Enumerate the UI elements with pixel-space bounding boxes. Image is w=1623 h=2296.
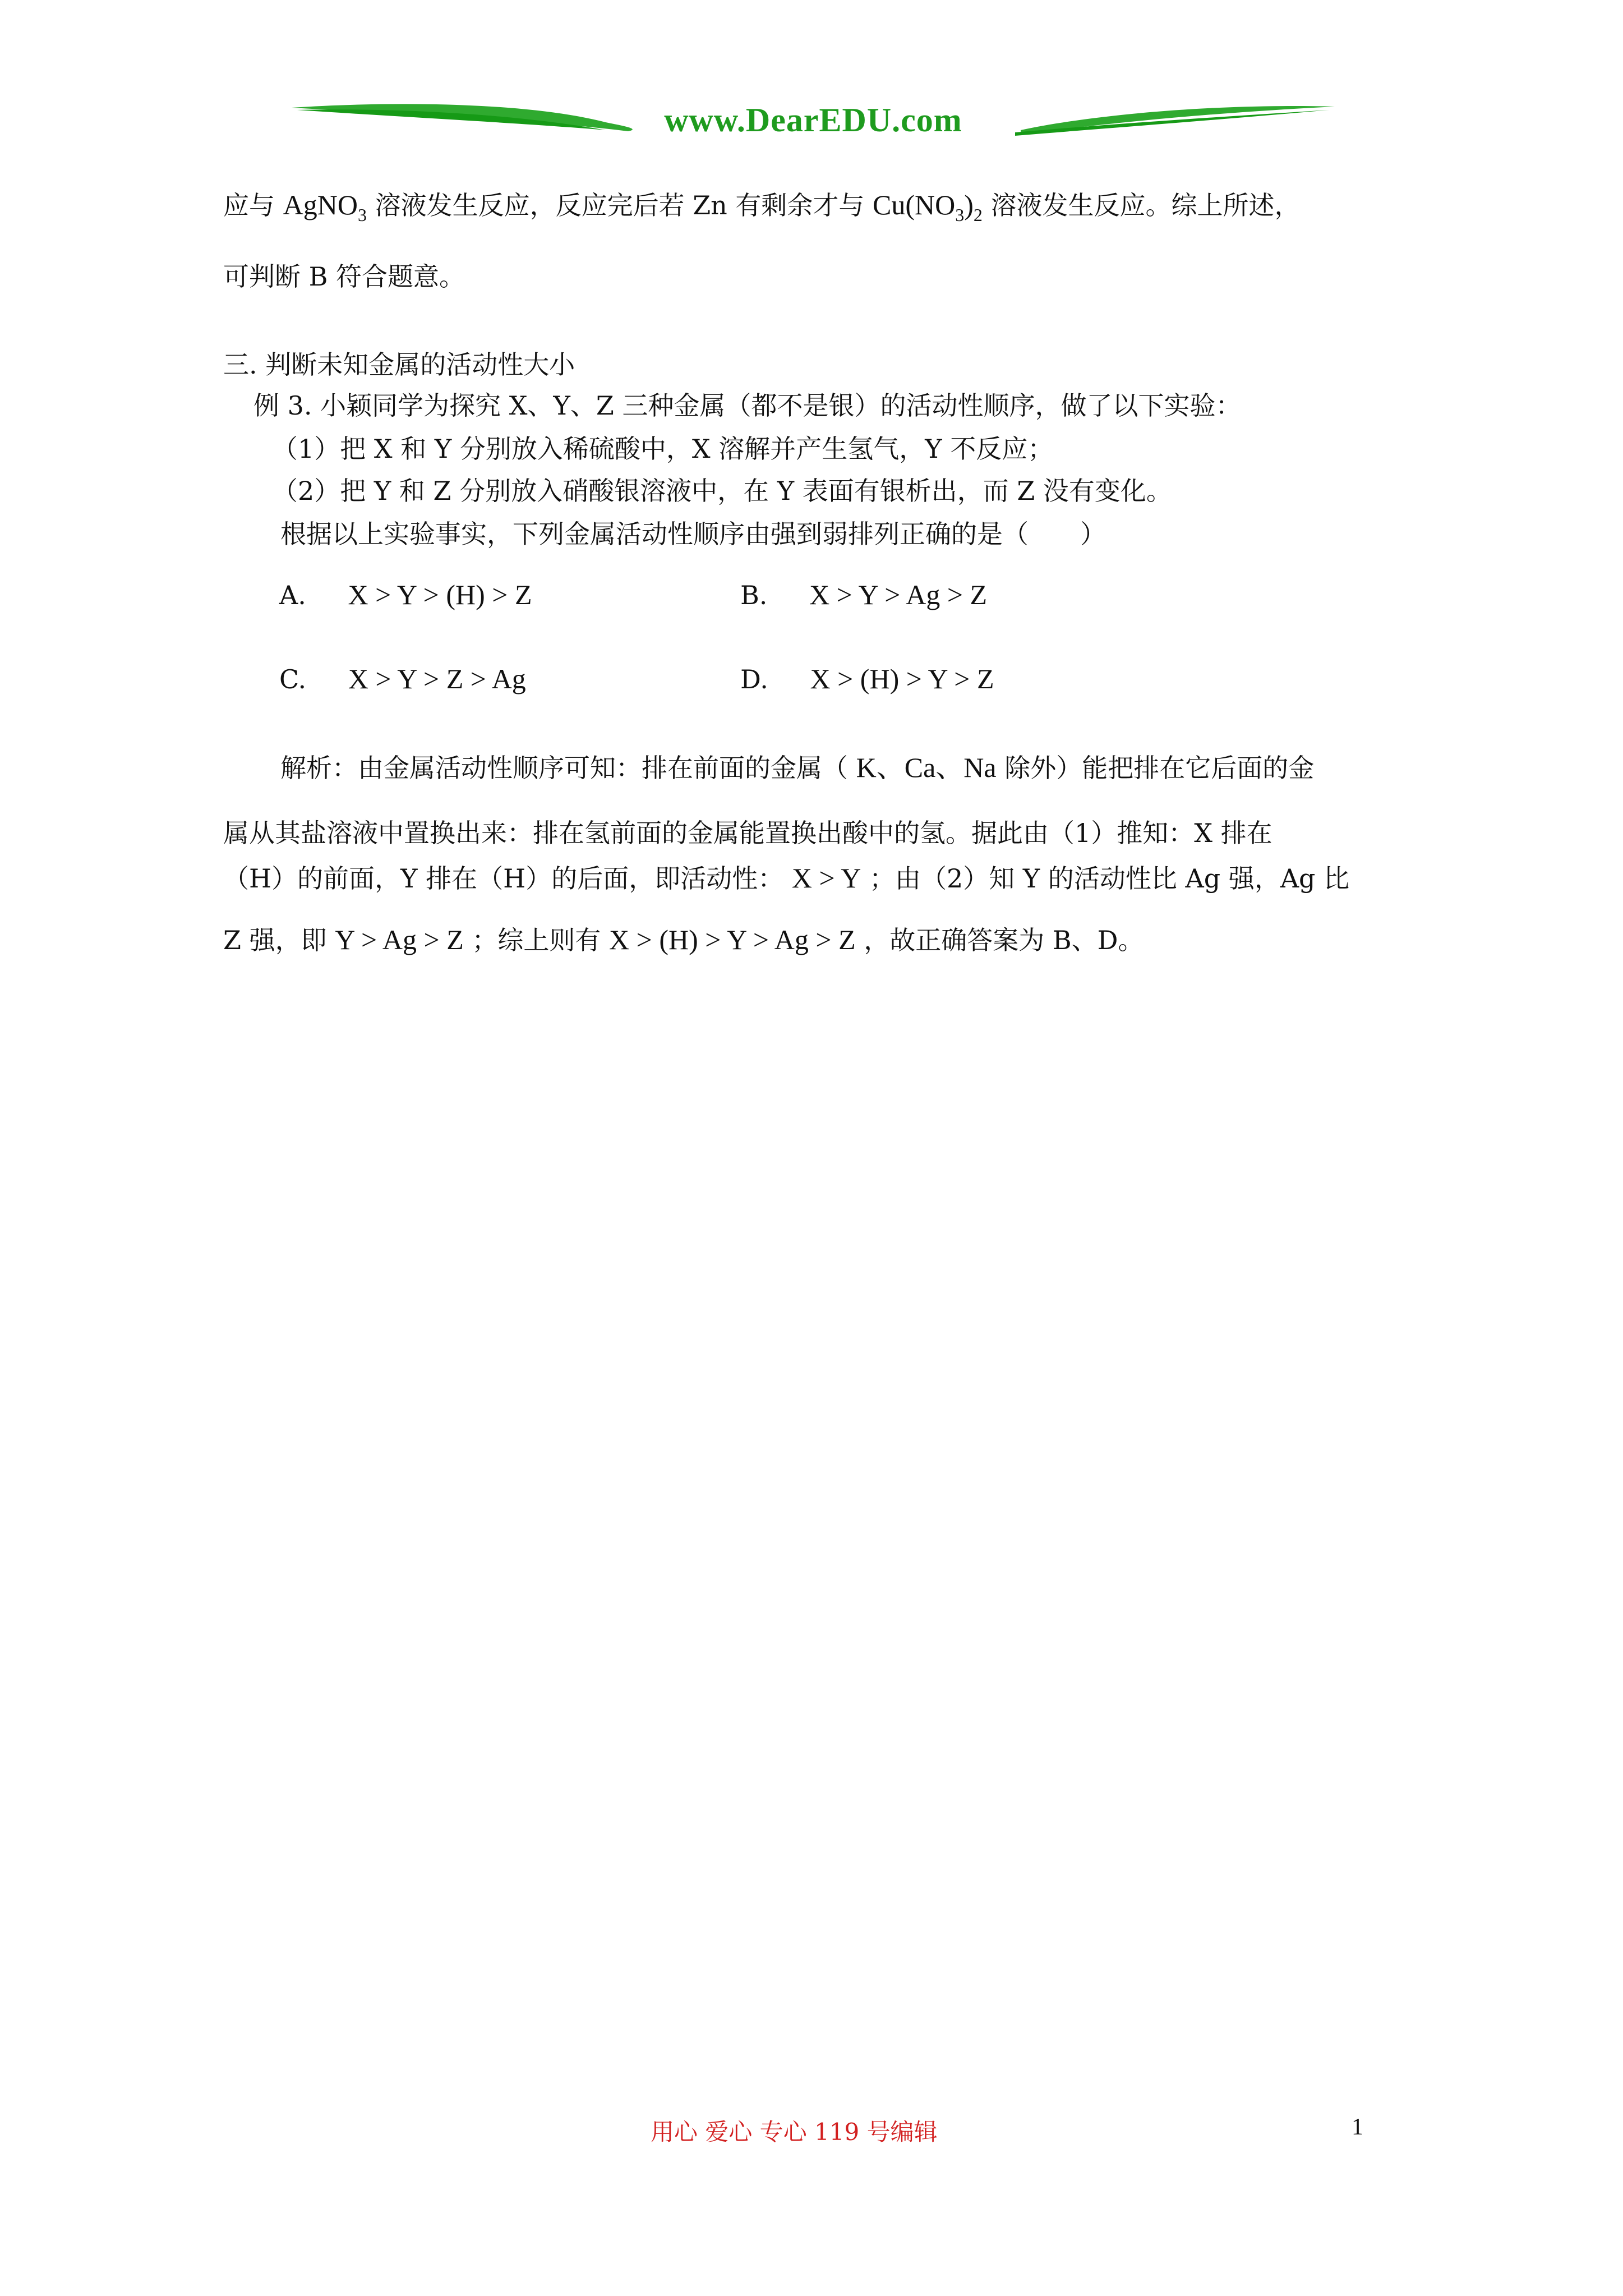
text-run: 溶液发生反应，反应完后若 Zn 有剩余才与 [366, 190, 873, 220]
section-title: 三. 判断未知金属的活动性大小 [223, 349, 575, 380]
option-label: C. [279, 664, 307, 694]
text-run: 解析：由金属活动性顺序可知：排在前面的金属（ [280, 753, 856, 783]
text-run: ；综上则有 [463, 925, 610, 955]
footer-text: 用心 爱心 专心 119 号编辑 [651, 2118, 938, 2146]
experiment-1: （1）把 X 和 Y 分别放入稀硫酸中，X 溶解并产生氢气，Y 不反应； [272, 434, 1054, 464]
formula-y-ag-z: Y > Ag > Z [335, 924, 464, 955]
option-text: X > (H) > Y > Z [810, 663, 994, 694]
text-run: 除外）能把排在它后面的金 [996, 753, 1315, 783]
text-run: 应与 [223, 190, 283, 220]
header-logo [292, 95, 1335, 163]
formula-full-order: X > (H) > Y > Ag > Z [609, 924, 856, 955]
formula-x-gt-y: X > Y [791, 862, 861, 894]
formula-k-ca-na: K、Ca、Na [856, 752, 997, 783]
option-c [279, 662, 526, 696]
text-run: 溶液发生反应。综上所述， [982, 190, 1301, 220]
body-line-2: 可判断 B 符合题意。 [223, 261, 465, 292]
analysis-line-3 [223, 861, 1349, 895]
question-line: 根据以上实验事实，下列金属活动性顺序由强到弱排列正确的是（ ） [280, 519, 1106, 549]
option-label: D. [740, 664, 768, 694]
analysis-line-2: 属从其盐溶液中置换出来：排在氢前面的金属能置换出酸中的氢。据此由（1）推知：X 排在 [223, 818, 1272, 848]
text-run: ，故正确答案为 B、D。 [855, 925, 1144, 955]
option-text: X > Y > Ag > Z [809, 579, 988, 610]
formula-cuno32: $Cu(NO_3)_2$ [873, 189, 983, 225]
body-line-1 [223, 188, 1301, 225]
option-b [740, 578, 987, 612]
option-label: A. [279, 580, 306, 610]
option-text: X > Y > (H) > Z [348, 579, 532, 610]
formula-agno3: AgNO$_3$ [283, 189, 367, 225]
experiment-2: （2）把 Y 和 Z 分别放入硝酸银溶液中，在 Y 表面有银析出，而 Z 没有变化。 [272, 476, 1172, 506]
option-a [279, 578, 532, 612]
option-d [740, 662, 994, 696]
text-run: Z 强，即 [223, 925, 335, 955]
analysis-line-1 [280, 751, 1314, 785]
page-number: 1 [1352, 2114, 1363, 2140]
option-label: B. [740, 580, 768, 610]
option-text: X > Y > Z > Ag [348, 663, 526, 694]
text-run: ；由（2）知 Y 的活动性比 Ag 强，Ag 比 [861, 863, 1350, 894]
text-run: （H）的前面，Y 排在（H）的后面，即活动性： [223, 863, 792, 894]
logo-text: www.DearEDU.com [664, 102, 962, 139]
analysis-line-4 [223, 923, 1144, 957]
example-line: 例 3. 小颖同学为探究 X、Y、Z 三种金属（都不是银）的活动性顺序，做了以下实验： [253, 390, 1242, 421]
